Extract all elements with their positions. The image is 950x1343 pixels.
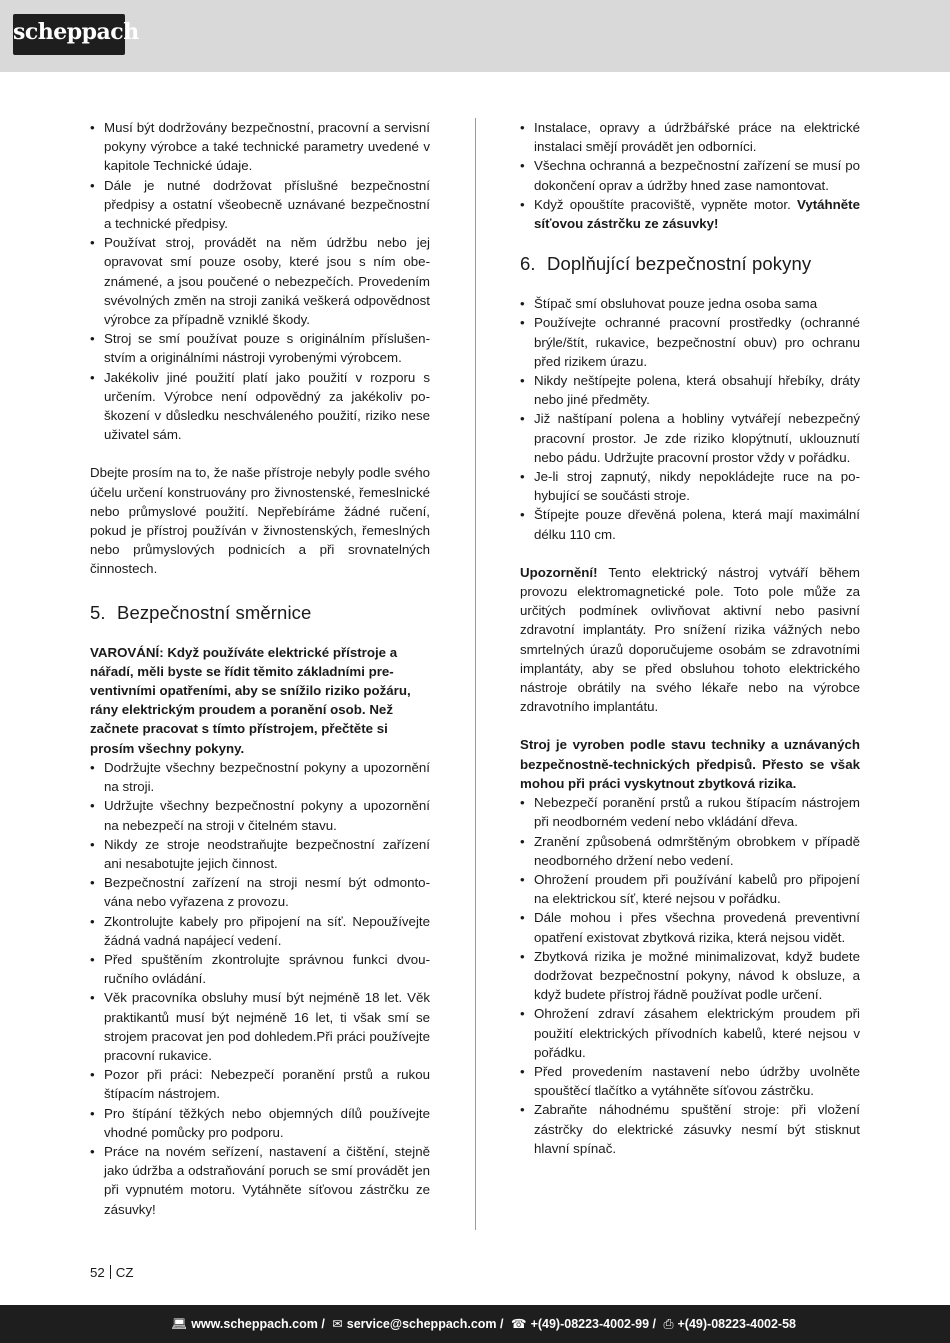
list-item: • Zkontrolujte kabely pro připojení na síť. Nepoužívejte žádná vadná napájecí vedení. (90, 912, 430, 950)
list-item: • Práce na novém seřízení, nastavení a čištění, stejně jako údržba a odstraňování poruch se smí provádět jen při vypnutém motoru. Vytáhněte síťovou zástrčku ze zásuvky! (90, 1142, 430, 1219)
section-title: Doplňující bezpečnostní pokyny (547, 253, 812, 275)
list-item: • Zabraňte náhodnému spuštění stroje: při vložení zástrčky do elektrické zásuvky nesmí být stisknut hlavní spínač. (520, 1100, 860, 1158)
column-divider (475, 118, 476, 1230)
list-item: • Dále mohou i přes všechna provedená preventivní opatření existovat zbytková rizika, která nejsou vidět. (520, 908, 860, 946)
page-number (90, 1265, 134, 1280)
list-item: • Musí být dodržovány bezpečnostní, pracovní a servisní pokyny výrobce a také technické parametry uvedené v kapitole Technické údaje. (90, 118, 430, 176)
list-item: • Ohrožení proudem při používání kabelů pro připojení na elektrickou síť, které nejsou v pořádku. (520, 870, 860, 908)
list-item: • Zbytková rizika je možné minimalizovat, když budete dodržovat bezpečnostní pokyny, návod k obsluze, a když budete přístroj řádně používat podle určení. (520, 947, 860, 1005)
safety-rules-list (90, 758, 430, 1219)
envelope-icon: ✉ (332, 1317, 343, 1331)
list-item: • Používejte ochranné pracovní prostředky (ochranné brýle/štít, rukavice, bezpečnostní obuv) pro ochranu před rizikem úrazu. (520, 313, 860, 371)
list-item: • Nikdy neštípejte polena, která obsahují hřebíky, dráty nebo jiné předměty. (520, 371, 860, 409)
notice-text: Tento elektrický nástroj vytváří během provozu elektromagnetické pole. Toto pole může za určitých podmínek ovlivňovat aktivní nebo pasivní zdravotní implantáty. Pro snížení rizika vážných nebo smrtelných úrazů doporučujeme osobám se zdravotními implantáty, aby se před obsluhou tohoto elektrického nástroje obrátily na svého lékaře nebo na výrobce zdravotního implantátu. (520, 564, 860, 715)
section-number: 5. (90, 601, 106, 623)
list-item: • Stroj se smí používat pouze s originálním příslušenstvím a originálními nástroji vyrobenými výrobcem. (90, 329, 430, 367)
footer-band (0, 1305, 950, 1343)
list-item: • Pro štípání těžkých nebo objemných dílů používejte vhodné pomůcky pro podporu. (90, 1104, 430, 1142)
fax-number: +(49)-08223-4002-58 (677, 1317, 796, 1331)
contact-line (171, 1316, 796, 1332)
list-item: • Jakékoliv jiné použití platí jako použití v rozporu s určením. Výrobce není odpovědný za jakékoliv poškození v důsledku neschváleného použití, riziko nese uživatel sám. (90, 368, 430, 445)
list-item: • Věk pracovníka obsluhy musí být nejméně 18 let. Věk praktikantů musí být nejméně 16 let, ti však smí se strojem pracovat jen pod dohledem.Při práci používejte pracovní rukavice. (90, 988, 430, 1065)
list-item-text: Když opouštíte pracoviště, vypněte motor. (534, 196, 797, 212)
commercial-use-paragraph: Dbejte prosím na to, že naše přístroje nebyly podle svého účelu určení konstruovány pro živnostenské, řemeslnické nebo průmyslové použití. Nepřebíráme žádné ručení, pokud je přístroj používán v živnostenských, řemeslných nebo průmyslových podnicích a při srovnatelných činnostech. (90, 465, 430, 577)
residual-risks-paragraph: Stroj je vyroben podle stavu techniky a uznávaných bezpečnostně-technických předpisů. Přesto se však mohou při práci vyskytnout zbytková rizika. (520, 737, 860, 791)
additional-rules-list (520, 294, 860, 544)
scheppach-logo (13, 14, 139, 55)
list-item: • Nebezpečí poranění prstů a rukou štípacím nástrojem při neodborném vedení nebo vkládání dřeva. (520, 793, 860, 831)
phone-icon: ☎ (510, 1317, 527, 1331)
list-item: • Používat stroj, provádět na něm údržbu nebo jej opravovat smí pouze osoby, které jsou s ním obeznámené, a jsou poučené o nebezpečích. Provedením svévolných změn na stroji zaniká veškerá odpovědnost výrobce za případně vzniklé škody. (90, 233, 430, 329)
logo-text: scheppach (13, 19, 139, 45)
list-item: • Instalace, opravy a údržbářské práce na elektrické instalaci smějí provádět jen odborníci. (520, 118, 860, 156)
page-number-value: 52 (90, 1265, 105, 1280)
website-link[interactable]: www.scheppach.com / (191, 1317, 325, 1331)
email-link[interactable]: service@scheppach.com / (346, 1317, 504, 1331)
page-separator (110, 1265, 111, 1279)
list-item: • Dodržujte všechny bezpečnostní pokyny a upozornění na stroji. (90, 758, 430, 796)
list-item: • Nikdy ze stroje neodstraňujte bezpečnostní zařízení ani nesabotujte jejich činnost. (90, 835, 430, 873)
list-item-emphasis: Vytáhněte síťovou zástrčku ze zásuvky! (534, 196, 860, 232)
phone-number: +(49)-08223-4002-99 / (530, 1317, 656, 1331)
list-item (520, 195, 860, 233)
list-item: • Ohrožení zdraví zásahem elektrickým proudem při použití elektrických přívodních kabelů, které nejsou v pořádku. (520, 1004, 860, 1062)
residual-risks-list (520, 793, 860, 1158)
section-number: 6. (520, 253, 536, 275)
section-6-heading (520, 252, 860, 276)
right-column (520, 118, 860, 1158)
left-column (90, 118, 430, 1219)
installation-rules-list (520, 118, 860, 233)
header-band (0, 0, 950, 72)
fax-icon: ⎙ (663, 1317, 674, 1331)
list-item: • Před provedením nastavení nebo údržby uvolněte spouštěcí tlačítko a vytáhněte síťovou zástrčku. (520, 1062, 860, 1100)
list-item: • Bezpečnostní zařízení na stroji nesmí být odmontována nebo vyřazena z provozu. (90, 873, 430, 911)
list-item: • Štípejte pouze dřevěná polena, která mají maximální délku 110 cm. (520, 505, 860, 543)
computer-icon: 💻︎ (171, 1317, 188, 1331)
list-item: • Pozor při práci: Nebezpečí poranění prstů a rukou štípacím nástrojem. (90, 1065, 430, 1103)
list-item: • Zranění způsobená odmrštěným obrobkem v případě neodborného držení nebo vedení. (520, 832, 860, 870)
list-item: • Před spuštěním zkontrolujte správnou funkci dvouručního ovládání. (90, 950, 430, 988)
list-item: • Je-li stroj zapnutý, nikdy nepokládejte ruce na pohybující se součásti stroje. (520, 467, 860, 505)
list-item: • Dále je nutné dodržovat příslušné bezpečnostní předpisy a ostatní všeobecně uznávané bezpečnostní a technické předpisy. (90, 176, 430, 234)
notice-label: Upozornění! (520, 564, 598, 580)
emf-notice-paragraph (520, 563, 860, 717)
warning-paragraph: VAROVÁNÍ: Když používáte elektrické přístroje a nářadí, měli byste se řídit těmito základními preventivními opatřeními, aby se snížilo riziko požáru, rány elektrickým proudem a poranění osob. Než začnete pracovat s tímto přístrojem, přečtěte si prosím všechny pokyny. (90, 644, 411, 756)
section-title: Bezpečnostní směrnice (117, 601, 312, 623)
list-item: • Již naštípaní polena a hobliny vytvářejí nebezpečný pracovní prostor. Je zde riziko klopýtnutí, uklouznutí nebo pádu. Udržujte pracovní prostor vždy v pořádku. (520, 409, 860, 467)
list-item: • Všechna ochranná a bezpečnostní zařízení se musí po dokončení oprav a údržby hned zase namontovat. (520, 156, 860, 194)
section-5-heading (90, 601, 430, 625)
list-item: • Štípač smí obsluhovat pouze jedna osoba sama (520, 294, 860, 313)
list-item: • Udržujte všechny bezpečnostní pokyny a upozornění na nebezpečí na stroji v čitelném stavu. (90, 796, 430, 834)
language-code: CZ (115, 1265, 134, 1280)
usage-rules-list (90, 118, 430, 444)
